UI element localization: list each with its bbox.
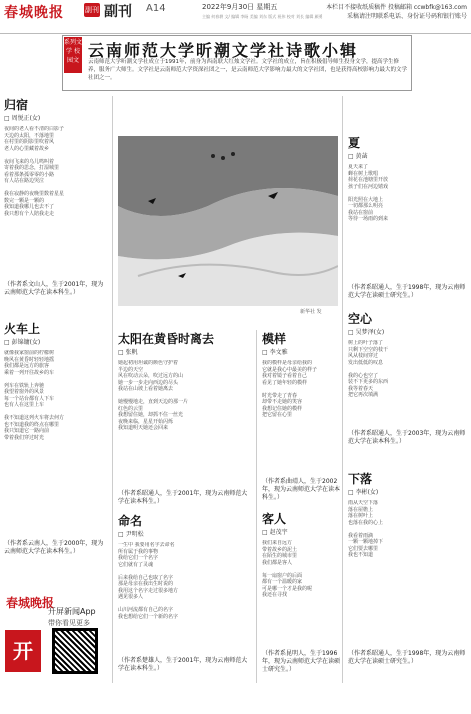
poem-body: 夜间的老人看不清的白影子 天边的太阳，不落地里 在村里的阴影里吹着风 老人的心里藏着故乡 夜间飞来的乌儿鸣叫着 寄着我的思念，打湿城里 看着那条孤零零的小路 有人站在路边哭泣 我在寂静的夜晚里数着星星 数完一颗是一颗的 我知道我哪儿也去不了 我只想有个人陪我走走	[4, 126, 65, 217]
poem-block	[262, 330, 340, 502]
poem-note: （作者系文山人，生于2001年，现为云南师范大学在读本科生。）	[4, 281, 104, 296]
staff-info: 主编 何春耕 文/ 编辑 李旸 美编 刘东 版式 祝伟 校对 刘长 编辑 颜勇	[202, 14, 323, 19]
series-tag: 系列文学 校园文	[64, 37, 82, 73]
poem-author: □ 李文雅	[262, 349, 288, 356]
poem-title: 火车上	[4, 322, 41, 336]
page-number: A14	[146, 3, 166, 14]
editor-note: 采稿请注明联系电话、身份证号码和银行账号	[346, 13, 467, 20]
poem-author: □ 赵茂宇	[262, 529, 288, 536]
photo-caption: 新华社 发	[300, 309, 322, 315]
poem-body: 树上的叶子落了 只剩下空空的枝干 风从枝间穿过 发出低低的叹息 我的心也空了 装不下更多的东西 我等着春天 把它再次填满	[348, 340, 389, 398]
poem-title: 夏	[348, 136, 361, 150]
poem-note: （作者系楚雄人，生于2001年，现为云南师范大学在读本科生。）	[118, 657, 248, 672]
column-divider	[342, 96, 343, 683]
beach-photo	[118, 136, 338, 306]
poem-body: 就像我家窗前的柠檬树 晚风在黄昏时轻轻地摇 我们都是远方的旅客 乘着一列开往故乡的车 列车在铁轨上奔驰 我望着窗外的风景 每一个站台都有人下车 也有人在这里上车 我不知道这列火车将去何方 也不知道我的终点在哪里 我只知道它一路向前 带着我们穿过时光	[4, 350, 65, 441]
editor-email: 本栏目不接收纸质稿件 投稿邮箱 ccwbfk@163.com	[326, 4, 467, 11]
poem-author: □ 黄菡	[348, 153, 368, 160]
poem-title: 下落	[348, 472, 373, 486]
poem-title: 模样	[262, 332, 287, 346]
app-promo-logo: 春城晚报	[6, 596, 55, 610]
poem-author: □ 张帆	[118, 349, 138, 356]
poem-title: 归宿	[4, 98, 29, 112]
poem-body: 夏天来了 蝉在树上歌唱 荷花在池塘里开放 孩子们在河边嬉戏 阳光照在大地上 一切都那么明亮 我站在窗前 等待一场雨的到来	[348, 164, 389, 222]
column-divider	[256, 330, 257, 683]
newspaper-logo: 春城晚报	[4, 5, 64, 21]
poem-body: 我的模样是母亲给我的 它就是我心中最美的样子 我对着镜子看着自己 看见了她年轻的模样 时光带走了青春 却带不走她的笑容 我想记住她的模样 把它留在心里	[262, 360, 318, 418]
poem-title: 命名	[118, 514, 143, 528]
poem-note: （作者系昭通人，生于2003年，现为云南师范大学在读本科生。）	[348, 430, 466, 445]
beach-photo-image	[118, 136, 338, 306]
poem-note: （作者系昭通人，生于2001年，现为云南师范大学在读本科生。）	[118, 490, 248, 505]
poem-block	[4, 320, 108, 556]
poem-block	[348, 134, 468, 300]
poem-author: □ 李彬(女)	[348, 489, 379, 496]
issue-date: 2022年9月30日 星期五	[202, 3, 278, 11]
poem-block	[4, 96, 108, 297]
poem-author: □ 周悦正(女)	[4, 115, 41, 122]
poem-title: 空心	[348, 312, 373, 326]
poem-body: 一生中 我要用名字去命名 所有属于我的事物 我给它们一个名字 它们就有了灵魂 后来我给自己也取了名字 那是母亲在我出生时说的 我用这个名字走过很多地方 遇见很多人 山川河流都有自己的名字 我也想给它们一个新的名字	[118, 542, 179, 620]
feature-title: 云南师范大学昕潮文学社诗歌小辑	[88, 41, 359, 60]
section-title: 副刊	[104, 4, 132, 20]
poem-author: □ 吴梦泽(女)	[348, 329, 385, 336]
poem-block	[262, 510, 340, 674]
section-badge: 副刊	[84, 3, 100, 17]
poem-title: 客人	[262, 512, 287, 526]
poem-block	[118, 512, 252, 673]
poem-body: 我们来自远方 带着故乡的泥土 在陌生的城市里 我们都是客人 每一扇窗户的后面 都有一个温暖的家 可是哪一个才是我的呢 我还在寻找	[262, 540, 313, 598]
poem-author: □ 彭锦镛(女)	[4, 339, 41, 346]
editor-info	[317, 3, 467, 21]
poem-title: 太阳在黄昏时离去	[118, 332, 215, 346]
poem-body: 她起初用坦诚的颜色守护着 半边的天空 风在吹动云朵，吹过远方的山 她一步一步走向西边的尽头 我站在山坡上看着她离去 她慢慢地走，直到天边的那一片 红色的云里 我想留住她，却抓不住一丝光 夜晚来临，星星开始闪烁 我知道明天她还会回来	[118, 360, 189, 431]
poem-note: （作者系昭通人，生于1998年，现为云南师范大学在读硕士研究生。）	[348, 650, 466, 665]
poem-body: 雨从天空下落 落在屋檐上 落在树叶上 也落在我的心上 我看着雨滴 一颗一颗地掉下 它们要去哪里 我也不知道	[348, 500, 384, 558]
app-icon[interactable]: 开屏	[5, 630, 41, 672]
app-subtitle: 带你看见更多	[48, 619, 90, 627]
poem-block	[348, 470, 468, 666]
poem-block	[348, 310, 468, 446]
poem-note: （作者系云南人，生于2000年，现为云南师范大学在读本科生。）	[4, 540, 104, 555]
column-divider	[112, 96, 113, 683]
qr-code-icon[interactable]	[52, 628, 98, 674]
poem-note: （作者系昆明人，生于1996年，现为云南师范大学在读硕士研究生。）	[262, 650, 341, 673]
poem-block	[118, 330, 252, 506]
poem-author: □ 尹明松	[118, 531, 144, 538]
app-name: 开屏新闻App	[48, 607, 96, 616]
poem-note: （作者系昭通人，生于1998年，现为云南师范大学在读硕士研究生。）	[348, 284, 466, 299]
feature-intro: 云南师范大学昕潮文学社成立于1991年，前身为西南联大红烛文学社。文学社的成立，旨在积极倡导师生投身文学，提高学生修养，服务广大师生。文学社是云南师范大学资深社团之一，是云南师范大学影响力最大的文学社团，也是获得高校影响力最大的文学社团之一。	[88, 59, 408, 81]
poem-note: （作者系曲靖人，生于2002年，现为云南师范大学在读本科生。）	[262, 478, 341, 501]
